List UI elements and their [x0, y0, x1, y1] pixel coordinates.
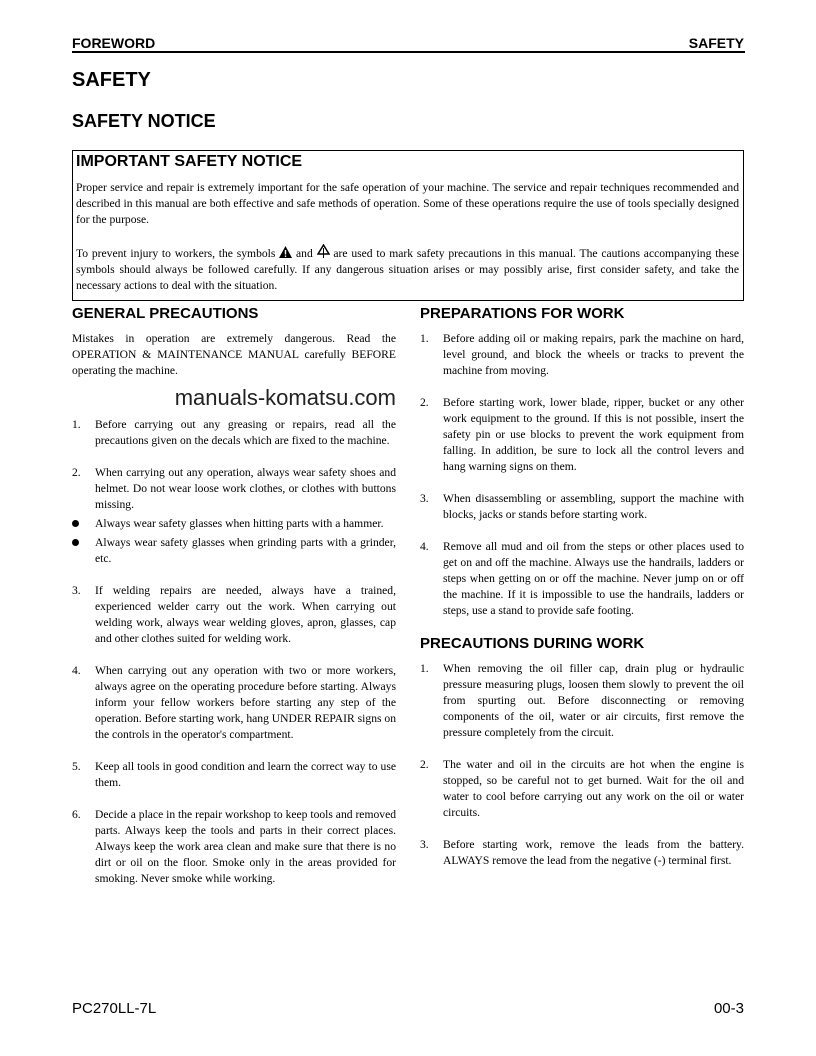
list-item	[420, 837, 744, 869]
right-column	[420, 305, 744, 885]
item-text: Remove all mud and oil from the steps or other places used to get on and off the machine. Always use the handrails, ladders or steps when getting on or off the machine. Never jump on or off the machine. If it is impossible to use the handrails, ladders or steps, use a stand to provide safe footing.	[443, 540, 744, 617]
list-item	[72, 535, 396, 567]
list-item	[420, 491, 744, 523]
caution-mark-icon	[317, 244, 330, 258]
preparations-heading: PREPARATIONS FOR WORK	[420, 305, 625, 322]
list-item	[72, 583, 396, 647]
item-number: 3.	[420, 492, 429, 505]
important-notice-box	[72, 150, 744, 301]
list-item	[72, 417, 396, 449]
item-number: 3.	[72, 584, 81, 597]
notice-paragraph-2: To prevent injury to workers, the symbols and are used to mark safety precautions in this manual. The cautions accompanying these symbols should always be followed carefully. If any dangerous situation arises or may possibly arise, first consider safety, and take the necessary actions to deal with the situation.	[76, 244, 739, 294]
header-rule	[72, 51, 745, 53]
general-intro: Mistakes in operation are extremely dangerous. Read the OPERATION & MAINTENANCE MANUAL carefully BEFORE operating the machine.	[72, 332, 396, 377]
header-topic: SAFETY	[688, 35, 744, 51]
item-text: If welding repairs are needed, always have a trained, experienced welder carry out the work. When carrying out welding work, always wear welding gloves, apron, glasses, cap and other clothes suited for welding work.	[95, 584, 396, 645]
general-precautions-heading: GENERAL PRECAUTIONS	[72, 305, 259, 322]
list-item	[72, 465, 396, 513]
item-number: 6.	[72, 808, 81, 821]
list-item	[420, 331, 744, 379]
watermark: manuals-komatsu.com	[174, 385, 396, 410]
list-item	[420, 395, 744, 475]
notice-title: IMPORTANT SAFETY NOTICE	[76, 153, 303, 170]
footer-page-number: 00-3	[713, 1000, 744, 1017]
list-item	[420, 539, 744, 619]
item-number: 1.	[72, 418, 81, 431]
bullet-icon	[72, 520, 79, 527]
item-number: 1.	[420, 332, 429, 345]
item-number: 2.	[420, 396, 429, 409]
item-text: Before starting work, remove the leads from the battery. ALWAYS remove the lead from the negative (-) terminal first.	[443, 838, 744, 867]
list-item	[72, 807, 396, 887]
item-number: 4.	[420, 540, 429, 553]
item-text: Always wear safety glasses when grinding parts with a grinder, etc.	[95, 536, 396, 565]
item-text: Before starting work, lower blade, ripper, bucket or any other work equipment to the ground. If this is not possible, insert the safety pin or use blocks to prevent the work equipment from falling. In addition, be sure to lock all the control levers and hang warning signs on them.	[443, 396, 744, 473]
list-item	[72, 516, 396, 532]
item-number: 5.	[72, 760, 81, 773]
item-text: Decide a place in the repair workshop to keep tools and removed parts. Always keep the tools and parts in their correct places. Always keep the work area clean and make sure that there is no dirt or oil on the floor. Smoke only in the areas provided for smoking. Never smoke while working.	[95, 808, 397, 885]
header-section: FOREWORD	[72, 35, 156, 51]
list-item	[72, 759, 396, 791]
item-number: 1.	[420, 662, 429, 675]
during-work-heading: PRECAUTIONS DURING WORK	[420, 635, 645, 652]
item-text: The water and oil in the circuits are hot when the engine is stopped, so be careful not to get burned. Wait for the oil and water to cool before carrying out any work on the oil or water circuits.	[443, 758, 744, 819]
item-text: Keep all tools in good condition and learn the correct way to use them.	[95, 760, 396, 789]
list-item	[420, 757, 744, 821]
left-column	[72, 305, 396, 903]
footer-model: PC270LL-7L	[72, 1000, 157, 1017]
warning-triangle-icon	[279, 246, 292, 258]
page-subtitle: SAFETY NOTICE	[72, 111, 216, 131]
item-number: 4.	[72, 664, 81, 677]
item-number: 2.	[72, 466, 81, 479]
notice-paragraph-1: Proper service and repair is extremely important for the safe operation of your machine. The service and repair techniques recommended and described in this manual are both effective and safe methods of operation. Some of these operations require the use of tools specially designed for the purpose.	[76, 181, 739, 226]
item-number: 3.	[420, 838, 429, 851]
item-text: Before carrying out any greasing or repairs, read all the precautions given on the decals which are fixed to the machine.	[95, 418, 396, 447]
item-number: 2.	[420, 758, 429, 771]
item-text: When carrying out any operation, always wear safety shoes and helmet. Do not wear loose work clothes, or clothes with buttons missing.	[95, 466, 396, 511]
item-text: Always wear safety glasses when hitting parts with a hammer.	[95, 517, 384, 530]
bullet-icon	[72, 539, 79, 546]
item-text: Before adding oil or making repairs, park the machine on hard, level ground, and block the wheels or tracks to prevent the machine from moving.	[443, 332, 744, 377]
list-item	[72, 663, 396, 743]
item-text: When disassembling or assembling, support the machine with blocks, jacks or stands before starting work.	[443, 492, 744, 521]
list-item	[420, 661, 744, 741]
page-title: SAFETY	[72, 69, 151, 91]
item-text: When removing the oil filler cap, drain plug or hydraulic pressure measuring plugs, loosen them slowly to prevent the oil from spurting out. Before disconnecting or removing components of the oil, water or air circuits, first remove the pressure completely from the circuit.	[443, 662, 744, 739]
item-text: When carrying out any operation with two or more workers, always agree on the operating procedure before starting. Always inform your fellow workers before starting any step of the operation. Before starting work, hang UNDER REPAIR signs on the controls in the operator's compartment.	[95, 664, 396, 741]
